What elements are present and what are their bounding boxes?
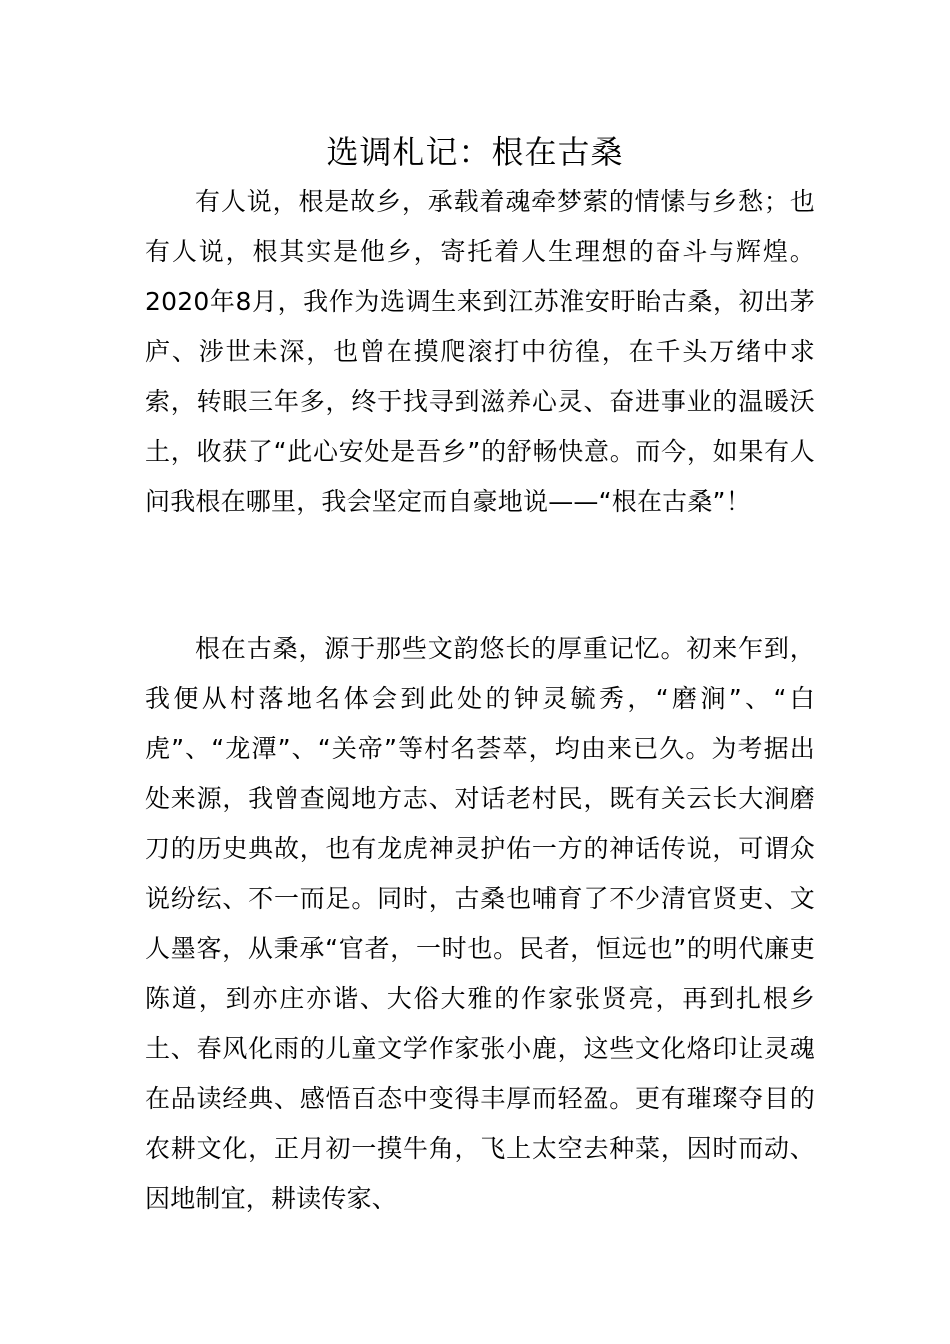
paragraph-culture: 根在古桑，源于那些文韵悠长的厚重记忆。初来乍到，我便从村落地名体会到此处的钟灵毓秀，“磨涧”、“白虎”、“龙潭”、“关帝”等村名荟萃，均由来已久。为考据出处来源，我曾查阅地方志、对话老村民，既有关云长大涧磨刀的历史典故，也有龙虎神灵护佑一方的神话传说，可谓众说纷纭、不一而足。同时，古桑也哺育了不少清官贤吏、文人墨客，从秉承“官者，一时也。民者，恒远也”的明代廉吏陈道，到亦庄亦谐、大俗大雅的作家张贤亮，再到扎根乡土、春风化雨的儿童文学作家张小鹿，这些文化烙印让灵魂在品读经典、感悟百态中变得丰厚而轻盈。更有璀璨夺目的农耕文化，正月初一摸牛角，飞上太空去种菜，因时而动、因地制宜，耕读传家、 <box>145 634 815 1213</box>
paragraph-intro: 有人说，根是故乡，承载着魂牵梦萦的情愫与乡愁；也有人说，根其实是他乡，寄托着人生理想的奋斗与辉煌。2020年8月，我作为选调生来到江苏淮安盱眙古桑，初出茅庐、涉世未深，也曾在摸爬滚打中彷徨，在千头万绪中求索，转眼三年多，终于找寻到滋养心灵、奋进事业的温暖沃土，收获了“此心安处是吾乡”的舒畅快意。而今，如果有人问我根在哪里，我会坚定而自豪地说——“根在古桑”！ <box>145 187 815 516</box>
page-title: 选调札记：根在古桑 <box>326 133 624 171</box>
